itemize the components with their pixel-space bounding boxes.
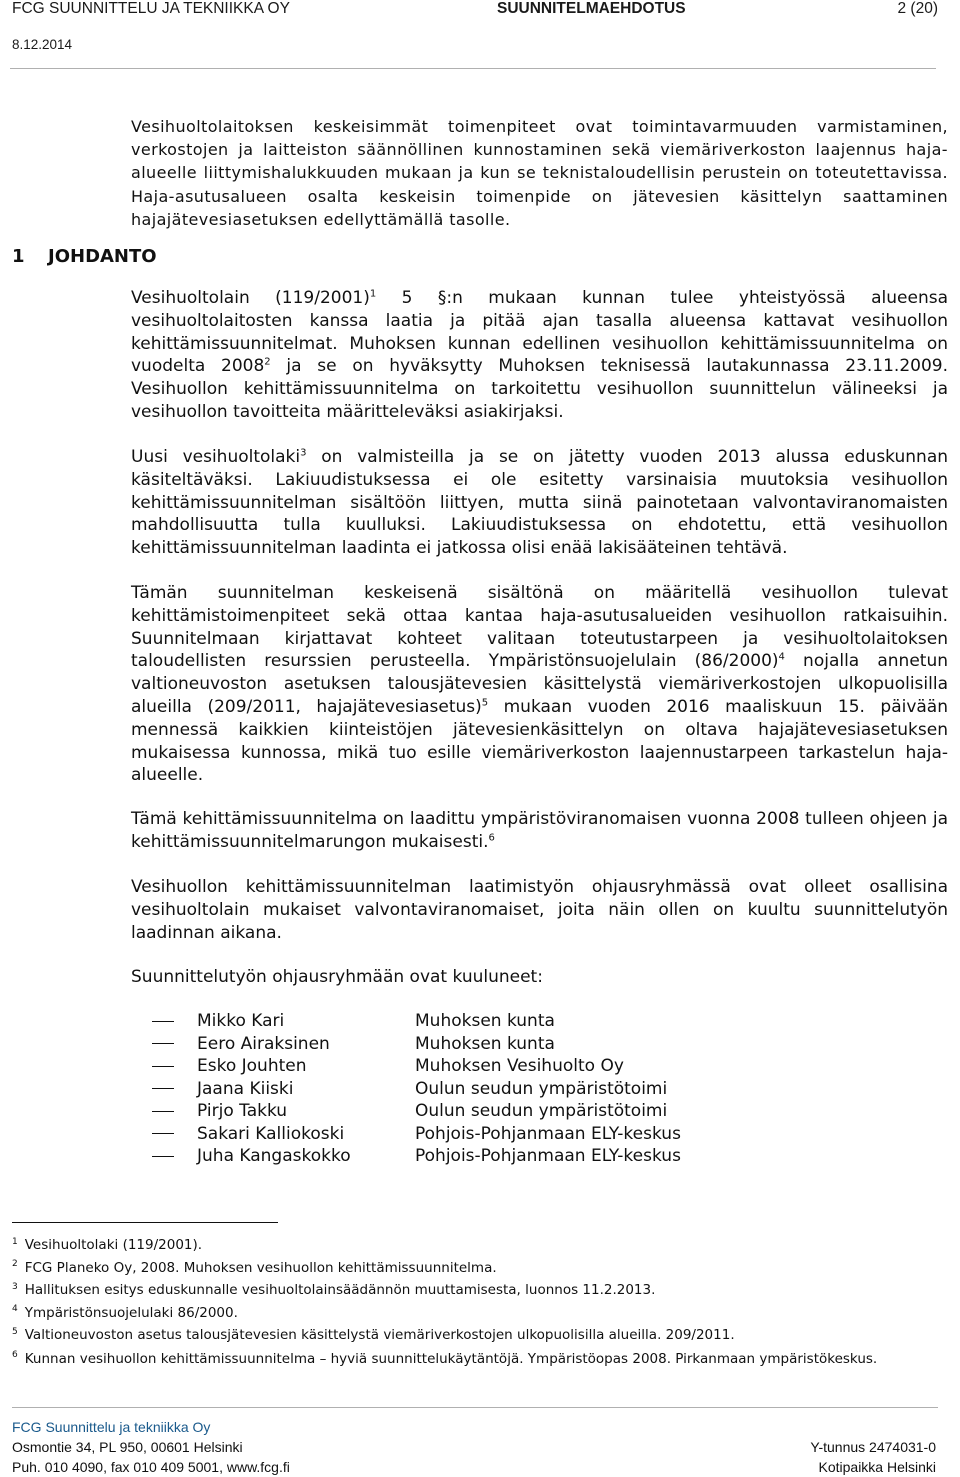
- section-number: 1: [12, 246, 25, 267]
- footnote: [12, 1257, 952, 1280]
- paragraph-text: ja se on hyväksytty Muhoksen teknisessä lautakunnassa 23.11.2009. Vesihuollon kehittämissuunnitelma on tarkoitettu vesihuollon suunnittelun välineeksi ja vesihuollon tavoitteita määritteleväksi asiakirjaksi.: [131, 356, 948, 422]
- paragraph-text: 5 §:n mukaan kunnan tulee yhteistyössä alueensa vesihuoltolaitosten kanssa laatia ja pitää ajan tasalla alueensa kattavat vesihuollon kehittämissuunnitelmat. Muhoksen kunnan edellinen vesihuollon kehittämissuunnitelma on vuodelta 2008: [131, 288, 948, 377]
- header-doc-type: SUUNNITELMAEHDOTUS: [497, 0, 686, 17]
- member-organization: Oulun seudun ympäristötoimi: [415, 1101, 668, 1122]
- member-name: Eero Airaksinen: [197, 1033, 330, 1054]
- footnote-number: 2: [12, 1259, 18, 1269]
- footer-registration-block: [810, 1437, 936, 1477]
- footnotes: [12, 1234, 952, 1369]
- members-list: [152, 1010, 681, 1168]
- paragraph-legislation: [131, 287, 948, 424]
- header-page-number: 2 (20): [897, 0, 938, 17]
- footnote-ref[interactable]: 5: [481, 697, 489, 709]
- footnote-divider: [12, 1222, 278, 1223]
- header-date: 8.12.2014: [12, 37, 73, 52]
- header-company: FCG SUUNNITTELU JA TEKNIIKKA OY: [12, 0, 290, 17]
- footnote-number: 3: [12, 1281, 18, 1292]
- member-name: Sakari Kalliokoski: [197, 1123, 345, 1144]
- footnote-ref[interactable]: 2: [264, 356, 271, 368]
- footer-company: FCG Suunnittelu ja tekniikka Oy: [12, 1419, 211, 1435]
- footnote-text: Kunnan vesihuollon kehittämissuunnitelma – hyviä suunnittelukäytäntöjä. Ympäristöopas 2008. Pirkanmaan ympäristökeskus.: [24, 1350, 878, 1367]
- footer-contact-block: [12, 1437, 290, 1477]
- section-heading: [12, 246, 157, 267]
- member-organization: Pohjois-Pohjanmaan ELY-keskus: [415, 1123, 681, 1144]
- footer-divider: [12, 1407, 938, 1408]
- paragraph-plan-content: [131, 582, 948, 787]
- footnote-text: Vesihuoltolaki (119/2001).: [24, 1237, 203, 1253]
- footnote-ref[interactable]: 6: [488, 832, 495, 844]
- member-organization: Pohjois-Pohjanmaan ELY-keskus: [415, 1146, 681, 1167]
- list-item: [152, 1010, 681, 1033]
- footer-address: Osmontie 34, PL 950, 00601 Helsinki: [12, 1439, 243, 1455]
- footnote: [12, 1279, 952, 1302]
- footnote-number: 5: [12, 1326, 18, 1337]
- paragraph-new-law: [131, 446, 948, 560]
- footnote-ref[interactable]: 1: [369, 288, 377, 300]
- dash-bullet: [152, 1156, 174, 1157]
- paragraph-text: Tämän suunnitelman keskeisenä sisältönä on määritellä vesihuollon tulevat kehittämistoimenpiteet sekä ottaa kantaa haja-asutusalueiden vesihuollon ratkaisuihin. Suunnitelmaan kirjattavat kohteet valitaan toteutustarpeen ja vesihuoltolaitoksen taloudellisten resurssien perusteella. Ympäristönsuojelulain (86/2000): [131, 583, 948, 672]
- footer-contact: Puh. 010 4090, fax 010 409 5001, www.fcg.fi: [12, 1459, 290, 1475]
- list-item: [152, 1145, 681, 1168]
- intro-paragraph: Vesihuoltolaitoksen keskeisimmät toimenpiteet ovat toimintavarmuuden varmistaminen, verkostojen ja laitteiston säännöllinen kunnostaminen sekä viemäriverkoston laajennus haja-alueelle liittymishalukkuuden mukaan ja kun se teknistaloudellisin perustein on toteutettavissa. Haja-asutusalueen osalta keskeisin toimenpide on jätevesien käsittelyn saattaminen hajajätevesiasetuksen edellyttämällä tasolle.: [131, 117, 948, 229]
- dash-bullet: [152, 1066, 174, 1067]
- list-item: [152, 1123, 681, 1146]
- paragraph-text: on valmisteilla ja se on jätetty vuoden 2013 alussa eduskunnan käsiteltäväksi. Lakiuudistuksessa ei ole esitetty varsinaisia muutoksia vesihuollon kehittämissuunnitelman sisältöön liittyen, mutta siinä painotetaan valvontaviranomaisten mahdollisuutta tulla kuulluksi. Lakiuudistuksessa on ehdotettu, että vesihuollon kehittämissuunnitelman laadinta ei jatkossa olisi enää lakisääteinen tehtävä.: [131, 447, 949, 559]
- paragraph-text: nojalla annetun valtioneuvoston asetuksen talousjätevesien käsittelystä viemäriverkostojen ulkopuolisilla alueilla (209/2011, hajajätevesiasetus): [131, 651, 948, 717]
- list-item: [152, 1078, 681, 1101]
- footnote-number: 1: [12, 1236, 18, 1247]
- footnote-ref[interactable]: 4: [778, 651, 785, 663]
- paragraph-members-intro: Suunnittelutyön ohjausryhmään ovat kuuluneet:: [131, 967, 543, 987]
- member-name: Mikko Kari: [197, 1011, 285, 1032]
- footnote-text: FCG Planeko Oy, 2008. Muhoksen vesihuollon kehittämissuunnitelma.: [24, 1259, 497, 1276]
- member-organization: Muhoksen Vesihuolto Oy: [415, 1056, 624, 1077]
- footer-domicile: Kotipaikka Helsinki: [818, 1459, 936, 1475]
- footnote: [12, 1302, 952, 1325]
- footnote: [12, 1234, 952, 1257]
- footnote-text: Ympäristönsuojelulaki 86/2000.: [24, 1304, 238, 1321]
- member-name: Esko Jouhten: [197, 1056, 307, 1077]
- footnote: [12, 1350, 952, 1369]
- member-organization: Oulun seudun ympäristötoimi: [415, 1078, 668, 1099]
- dash-bullet: [152, 1088, 174, 1089]
- list-item: [152, 1033, 681, 1056]
- footnote-ref[interactable]: 3: [300, 447, 307, 459]
- section-title: JOHDANTO: [48, 246, 157, 267]
- footer-business-id: Y-tunnus 2474031-0: [810, 1439, 936, 1455]
- member-name: Juha Kangaskokko: [197, 1146, 351, 1167]
- member-organization: Muhoksen kunta: [415, 1011, 555, 1032]
- footnote-text: Valtioneuvoston asetus talousjätevesien käsittelystä viemäriverkostojen ulkopuolisilla alueilla. 209/2011.: [24, 1327, 735, 1343]
- member-name: Pirjo Takku: [197, 1101, 288, 1122]
- footnote-number: 4: [12, 1304, 18, 1314]
- paragraph-steering-group: Vesihuollon kehittämissuunnitelman laatimistyön ohjausryhmässä ovat olleet osallisina vesihuoltolain mukaiset valvontaviranomaiset, joita näin ollen on kuultu suunnittelutyön laadinnan aikana.: [131, 877, 948, 943]
- paragraph-guidance: [131, 808, 948, 854]
- member-name: Jaana Kiiski: [197, 1078, 294, 1099]
- list-item: [152, 1055, 681, 1078]
- header-divider: [10, 68, 936, 69]
- paragraph-text: Tämä kehittämissuunnitelma on laadittu ympäristöviranomaisen vuonna 2008 tulleen ohjeen ja kehittämissuunnitelmarungon mukaisesti.: [131, 809, 948, 852]
- member-organization: Muhoksen kunta: [415, 1033, 555, 1054]
- footnote-number: 6: [12, 1350, 18, 1360]
- dash-bullet: [152, 1021, 174, 1022]
- dash-bullet: [152, 1111, 174, 1112]
- list-item: [152, 1100, 681, 1123]
- dash-bullet: [152, 1043, 174, 1044]
- footnote-text: Hallituksen esitys eduskunnalle vesihuoltolainsäädännön muuttamisesta, luonnos 11.2.2013.: [24, 1282, 656, 1298]
- paragraph-text: Uusi vesihuoltolaki: [131, 447, 301, 467]
- dash-bullet: [152, 1133, 174, 1134]
- footnote: [12, 1324, 952, 1347]
- paragraph-text: Vesihuoltolain (119/2001): [131, 288, 370, 308]
- paragraph-text: mukaan vuoden 2016 maaliskuun 15. päivään mennessä kaikkien kiinteistöjen jätevesienkäsittelyn on oltava hajajätevesiasetuksen mukaisessa kunnossa, mikä tuo esille viemäriverkoston laajennustarpeen tarkastelun haja-alueelle.: [131, 696, 949, 786]
